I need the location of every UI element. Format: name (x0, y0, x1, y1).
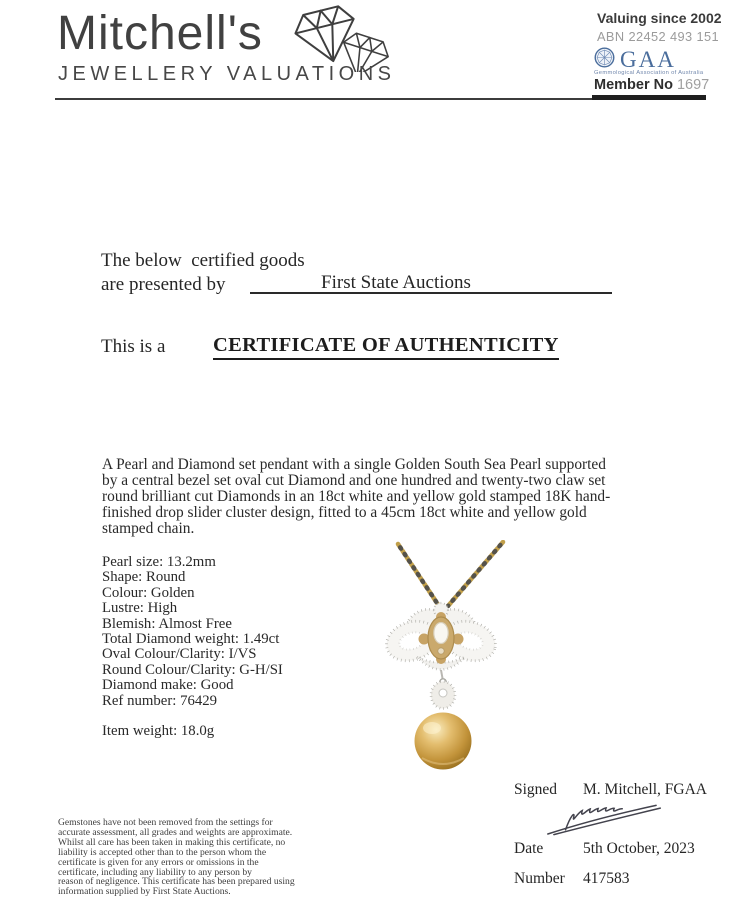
presentation-line2-prefix: are presented by (101, 274, 226, 295)
spec-item: Oval Colour/Clarity: I/VS (102, 646, 257, 663)
gaa-full-name: Gemmological Association of Australia (594, 70, 704, 76)
spec-item: Pearl size: 13.2mm (102, 554, 216, 570)
presentation-line1: The below certified goods (101, 250, 305, 271)
disclaimer (58, 818, 295, 897)
date-label: Date (514, 840, 544, 857)
description-line: A Pearl and Diamond set pendant with a single Golden South Sea Pearl supported (102, 456, 606, 473)
pendant-photo (360, 540, 610, 780)
spec-item: Shape: Round (102, 569, 186, 586)
disclaimer-line: Whilst all care has been taken in making this certificate, no (58, 836, 286, 848)
spec-list (102, 555, 283, 709)
item-weight: Item weight: 18.0g (102, 723, 215, 739)
brand-name: Mitchell's (57, 7, 263, 60)
abn-text: ABN 22452 493 151 (597, 29, 720, 44)
brand-subtitle: JEWELLERY VALUATIONS (58, 63, 396, 85)
spec-item: Blemish: Almost Free (102, 615, 232, 632)
disclaimer-line: reason of negligence. This certificate has been prepared using (58, 876, 295, 888)
spec-item: Lustre: High (102, 600, 178, 617)
member-row (594, 77, 709, 93)
signed-value: M. Mitchell, FGAA (583, 781, 707, 798)
spec-item: Colour: Golden (102, 584, 195, 601)
disclaimer-line: certificate is given for any errors or omissions in the (58, 856, 259, 868)
presenter-name: First State Auctions (250, 272, 612, 294)
disclaimer-line: information supplied by First State Auctions. (58, 886, 231, 897)
certificate-intro: This is a (101, 336, 166, 357)
spec-item: Round Colour/Clarity: G-H/SI (102, 661, 283, 678)
disclaimer-line: accurate assessment, all grades and weights are approximate. (58, 826, 293, 838)
disclaimer-line: liability is accepted other than to the person whom the (58, 846, 267, 858)
member-label: Member No (594, 77, 673, 93)
member-rule (592, 95, 706, 100)
item-description (102, 457, 610, 537)
description-line: by a central bezel set oval cut Diamond and one hundred and twenty-two claw set (102, 472, 606, 490)
date-value: 5th October, 2023 (583, 840, 695, 857)
description-line: finished drop slider cluster design, fitted to a 45cm 18ct white and yellow gold (102, 504, 587, 522)
number-value: 417583 (583, 870, 630, 887)
signed-label: Signed (514, 781, 558, 798)
spec-item: Diamond make: Good (102, 677, 234, 694)
disclaimer-line: Gemstones have not been removed from the settings for (58, 817, 273, 828)
description-line: round brilliant cut Diamonds in an 18ct white and yellow gold stamped 18K hand- (102, 488, 611, 506)
disclaimer-line: certificate, including any liability to any person by (58, 866, 252, 878)
certificate-title: CERTIFICATE OF AUTHENTICITY (213, 334, 559, 360)
valuing-since-text: Valuing since 2002 (597, 10, 722, 26)
number-label: Number (514, 870, 565, 887)
description-line: stamped chain. (102, 520, 195, 538)
member-number: 1697 (676, 77, 710, 93)
signature-icon (544, 799, 666, 842)
spec-item: Ref number: 76429 (102, 692, 218, 709)
spec-item: Total Diamond weight: 1.49ct (102, 631, 280, 648)
credentials-block (597, 10, 747, 44)
gaa-acronym: GAA (620, 47, 676, 72)
